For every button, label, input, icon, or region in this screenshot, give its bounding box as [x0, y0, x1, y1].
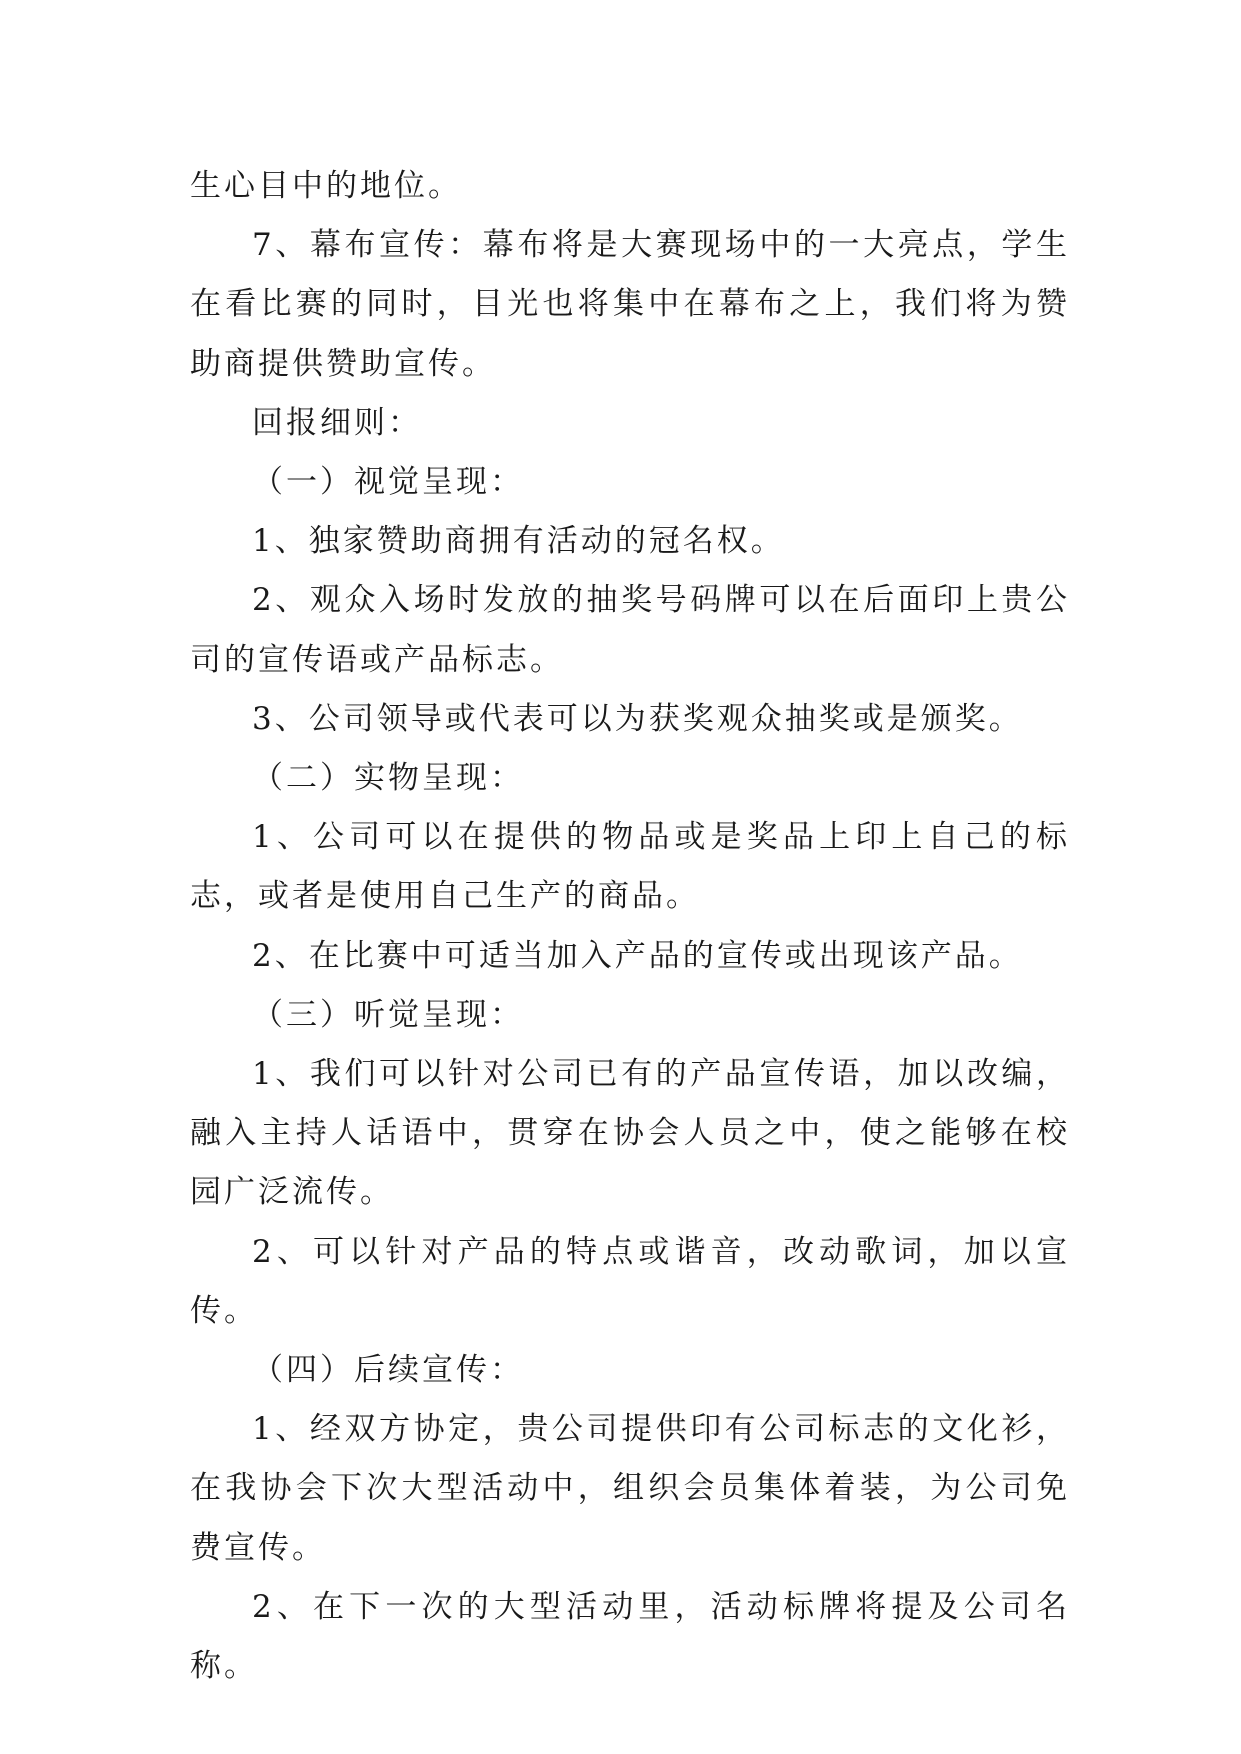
paragraph-follow-up-1: 1、经双方协定，贵公司提供印有公司标志的文化衫，在我协会下次大型活动中，组织会员集体着装，为公司免费宣传。 — [190, 1411, 1070, 1566]
paragraph-continuation: 生心目中的地位。 — [190, 168, 462, 204]
paragraph-curtain-promotion: 7、幕布宣传：幕布将是大赛现场中的一大亮点，学生在看比赛的同时，目光也将集中在幕布之上，我们将为赞助商提供赞助宣传。 — [190, 227, 1070, 382]
heading-return-details: 回报细则： — [252, 404, 422, 441]
paragraph-audio-2: 2、可以针对产品的特点或谐音，改动歌词，加以宣传。 — [190, 1233, 1070, 1329]
paragraph-physical-2: 2、在比赛中可适当加入产品的宣传或出现该产品。 — [252, 937, 1023, 974]
paragraph-audio-1: 1、我们可以针对公司已有的产品宣传语，加以改编，融入主持人话语中，贯穿在协会人员之中，使之能够在校园广泛流传。 — [190, 1056, 1070, 1211]
paragraph-follow-up-2: 2、在下一次的大型活动里，活动标牌将提及公司名称。 — [190, 1588, 1070, 1685]
heading-audio-presentation: （三）听觉呈现： — [252, 996, 524, 1033]
paragraph-visual-2: 2、观众入场时发放的抽奖号码牌可以在后面印上贵公司的宣传语或产品标志。 — [190, 582, 1070, 678]
heading-physical-presentation: （二）实物呈现： — [252, 760, 524, 797]
paragraph-physical-1: 1、公司可以在提供的物品或是奖品上印上自己的标志，或者是使用自己生产的商品。 — [190, 819, 1070, 915]
paragraph-visual-1: 1、独家赞助商拥有活动的冠名权。 — [252, 523, 785, 560]
heading-follow-up-promotion: （四）后续宣传： — [252, 1352, 524, 1389]
paragraph-visual-3: 3、公司领导或代表可以为获奖观众抽奖或是颁奖。 — [252, 700, 1023, 737]
heading-visual-presentation: （一）视觉呈现： — [252, 464, 524, 501]
document-body — [190, 157, 1070, 1696]
